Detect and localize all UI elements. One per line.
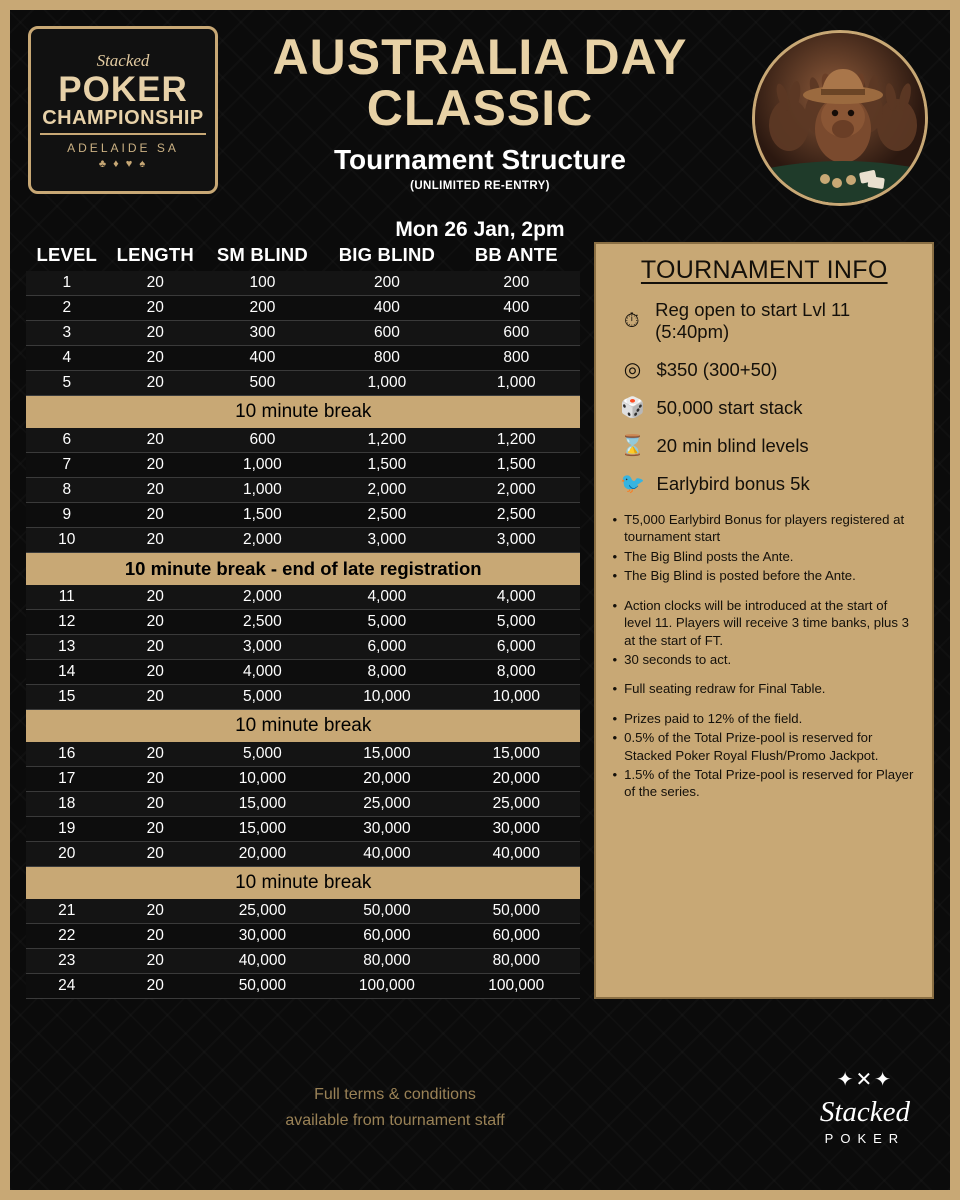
cell-sm: 600 — [203, 428, 322, 453]
cell-level: 11 — [26, 585, 108, 610]
cell-level: 14 — [26, 660, 108, 685]
title-block — [220, 10, 740, 242]
bullet-dot-icon: • — [612, 730, 618, 746]
level-row — [26, 792, 580, 817]
cell-bb: 80,000 — [322, 949, 452, 974]
kangaroo-poker-illustration — [752, 30, 928, 206]
cell-bb: 2,500 — [322, 503, 452, 528]
info-item-label: Reg open to start Lvl 11 (5:40pm) — [655, 299, 851, 342]
level-row — [26, 949, 580, 974]
cell-length: 20 — [108, 899, 204, 924]
cell-ante: 40,000 — [452, 842, 580, 867]
cell-ante: 50,000 — [452, 899, 580, 924]
structure-header-row — [26, 242, 580, 271]
cell-level: 5 — [26, 371, 108, 396]
cell-ante: 600 — [452, 321, 580, 346]
level-row — [26, 974, 580, 999]
cell-bb: 50,000 — [322, 899, 452, 924]
break-label: 10 minute break — [26, 710, 580, 743]
cell-bb: 2,000 — [322, 478, 452, 503]
cell-ante: 2,500 — [452, 503, 580, 528]
cell-sm: 500 — [203, 371, 322, 396]
cell-level: 1 — [26, 271, 108, 296]
chip-dollar-icon: ◎ — [623, 359, 642, 381]
cell-ante: 60,000 — [452, 924, 580, 949]
cell-bb: 3,000 — [322, 528, 452, 553]
cell-sm: 2,000 — [203, 585, 322, 610]
logo-script-text: Stacked — [96, 50, 150, 70]
cell-sm: 400 — [203, 346, 322, 371]
level-row — [26, 585, 580, 610]
cell-level: 7 — [26, 453, 108, 478]
cell-sm: 2,500 — [203, 610, 322, 635]
cell-length: 20 — [108, 742, 204, 767]
bullet-dot-icon: • — [612, 681, 618, 697]
cell-length: 20 — [108, 949, 204, 974]
cell-ante: 100,000 — [452, 974, 580, 999]
cell-length: 20 — [108, 528, 204, 553]
info-bullet-text: Action clocks will be introduced at the start of level 11. Players will receive 3 time banks, plus 3 at the start of FT. — [624, 597, 909, 648]
cell-length: 20 — [108, 685, 204, 710]
info-item-list — [612, 299, 916, 495]
info-bullet-text: The Big Blind posts the Ante. — [624, 548, 794, 564]
tournament-info-panel — [594, 242, 934, 999]
cell-sm: 2,000 — [203, 528, 322, 553]
cell-sm: 1,000 — [203, 453, 322, 478]
cell-level: 23 — [26, 949, 108, 974]
level-row — [26, 610, 580, 635]
cell-ante: 15,000 — [452, 742, 580, 767]
cell-level: 22 — [26, 924, 108, 949]
info-bullet — [612, 680, 916, 697]
cell-sm: 300 — [203, 321, 322, 346]
cell-bb: 10,000 — [322, 685, 452, 710]
cell-bb: 40,000 — [322, 842, 452, 867]
level-row — [26, 346, 580, 371]
info-panel-title: TOURNAMENT INFO — [640, 256, 888, 284]
cell-level: 18 — [26, 792, 108, 817]
chip-stack-icon: 🎲 — [620, 397, 645, 419]
cell-ante: 1,500 — [452, 453, 580, 478]
cell-bb: 60,000 — [322, 924, 452, 949]
col-big-blind: BIG BLIND — [338, 244, 436, 265]
cell-level: 2 — [26, 296, 108, 321]
cell-length: 20 — [108, 346, 204, 371]
level-row — [26, 503, 580, 528]
cell-length: 20 — [108, 428, 204, 453]
level-row — [26, 453, 580, 478]
cell-ante: 3,000 — [452, 528, 580, 553]
cell-bb: 8,000 — [322, 660, 452, 685]
col-level: LEVEL — [36, 244, 98, 265]
cell-length: 20 — [108, 585, 204, 610]
cell-sm: 4,000 — [203, 660, 322, 685]
info-bullet — [612, 710, 916, 727]
info-item-label: 50,000 start stack — [656, 397, 803, 418]
cell-bb: 20,000 — [322, 767, 452, 792]
cell-bb: 600 — [322, 321, 452, 346]
info-bullet-text: 0.5% of the Total Prize-pool is reserved for Stacked Poker Royal Flush/Promo Jackpot. — [624, 730, 879, 763]
info-bullet — [612, 511, 916, 546]
blind-structure-table — [26, 242, 580, 999]
cell-bb: 15,000 — [322, 742, 452, 767]
info-bullet-group — [612, 511, 916, 585]
cell-length: 20 — [108, 974, 204, 999]
cell-sm: 200 — [203, 296, 322, 321]
cell-level: 24 — [26, 974, 108, 999]
info-bullet — [612, 651, 916, 668]
cell-length: 20 — [108, 296, 204, 321]
cell-length: 20 — [108, 371, 204, 396]
terms-line-1: Full terms & conditions — [314, 1086, 476, 1103]
cell-sm: 5,000 — [203, 742, 322, 767]
info-bullet-text: T5,000 Earlybird Bonus for players registered at tournament start — [624, 512, 905, 545]
bullet-dot-icon: • — [612, 568, 618, 584]
level-row — [26, 742, 580, 767]
cell-level: 13 — [26, 635, 108, 660]
bullet-dot-icon: • — [612, 548, 618, 564]
level-row — [26, 371, 580, 396]
col-small-blind: SM BLIND — [216, 244, 308, 265]
cell-level: 3 — [26, 321, 108, 346]
cell-ante: 400 — [452, 296, 580, 321]
cell-sm: 3,000 — [203, 635, 322, 660]
poster-footer — [10, 1042, 950, 1190]
info-bullet — [612, 766, 916, 801]
info-item — [618, 397, 916, 419]
info-bullet-group — [612, 680, 916, 697]
cell-length: 20 — [108, 610, 204, 635]
info-bullet-group — [612, 710, 916, 801]
break-label: 10 minute break — [26, 867, 580, 900]
cell-sm: 1,000 — [203, 478, 322, 503]
cell-ante: 20,000 — [452, 767, 580, 792]
cell-length: 20 — [108, 792, 204, 817]
bullet-dot-icon: • — [612, 710, 618, 726]
bullet-dot-icon: • — [612, 767, 618, 783]
cell-level: 17 — [26, 767, 108, 792]
info-item-label: Earlybird bonus 5k — [656, 473, 810, 494]
cell-level: 12 — [26, 610, 108, 635]
cell-bb: 100,000 — [322, 974, 452, 999]
break-row — [26, 553, 580, 586]
level-row — [26, 767, 580, 792]
cell-sm: 15,000 — [203, 817, 322, 842]
footer-logo-mark-icon: ✦✕✦ — [836, 1069, 894, 1091]
cell-sm: 10,000 — [203, 767, 322, 792]
logo-poker-text: POKER — [58, 69, 188, 109]
cell-sm: 1,500 — [203, 503, 322, 528]
terms-text — [10, 1082, 950, 1133]
cell-ante: 6,000 — [452, 635, 580, 660]
event-logo-badge — [28, 26, 218, 194]
break-label: 10 minute break - end of late registration — [26, 553, 580, 586]
cell-length: 20 — [108, 321, 204, 346]
level-row — [26, 660, 580, 685]
level-row — [26, 428, 580, 453]
cell-ante: 30,000 — [452, 817, 580, 842]
cell-ante: 800 — [452, 346, 580, 371]
level-row — [26, 528, 580, 553]
cell-bb: 200 — [322, 271, 452, 296]
poster-background — [10, 10, 950, 1190]
info-bullet-text: Prizes paid to 12% of the field. — [624, 710, 803, 726]
re-entry-note: (UNLIMITED RE-ENTRY) — [410, 180, 550, 192]
structure-section — [26, 242, 580, 999]
cell-level: 16 — [26, 742, 108, 767]
event-date: Mon 26 Jan, 2pm — [395, 218, 565, 241]
poster-main — [10, 242, 950, 999]
level-row — [26, 899, 580, 924]
cell-bb: 30,000 — [322, 817, 452, 842]
cell-level: 10 — [26, 528, 108, 553]
info-item — [618, 359, 916, 381]
logo-location-text: ADELAIDE SA — [67, 140, 179, 155]
cell-bb: 800 — [322, 346, 452, 371]
bullet-dot-icon: • — [612, 512, 618, 527]
cell-level: 20 — [26, 842, 108, 867]
cell-ante: 10,000 — [452, 685, 580, 710]
logo-championship-text: CHAMPIONSHIP — [40, 107, 205, 135]
break-label: 10 minute break — [26, 396, 580, 429]
cell-level: 4 — [26, 346, 108, 371]
cell-sm: 30,000 — [203, 924, 322, 949]
cell-length: 20 — [108, 503, 204, 528]
structure-table-body — [26, 271, 580, 999]
early-bird-icon: 🐦 — [620, 473, 645, 495]
structure-table-head — [26, 242, 580, 271]
cell-level: 15 — [26, 685, 108, 710]
level-row — [26, 635, 580, 660]
cell-bb: 5,000 — [322, 610, 452, 635]
level-row — [26, 685, 580, 710]
cell-bb: 25,000 — [322, 792, 452, 817]
info-bullet-text: 1.5% of the Total Prize-pool is reserved for Player of the series. — [624, 767, 914, 800]
cell-sm: 40,000 — [203, 949, 322, 974]
info-item — [618, 473, 916, 495]
cell-bb: 6,000 — [322, 635, 452, 660]
cell-length: 20 — [108, 453, 204, 478]
cell-level: 6 — [26, 428, 108, 453]
cell-sm: 5,000 — [203, 685, 322, 710]
cell-length: 20 — [108, 271, 204, 296]
cell-level: 19 — [26, 817, 108, 842]
kangaroo-artwork-icon — [755, 33, 928, 206]
event-title-line1: AUSTRALIA DAY — [272, 29, 688, 85]
terms-line-2: available from tournament staff — [285, 1111, 505, 1129]
bullet-dot-icon: • — [612, 651, 618, 667]
info-bullet — [612, 729, 916, 764]
cell-ante: 25,000 — [452, 792, 580, 817]
cell-bb: 1,500 — [322, 453, 452, 478]
cell-length: 20 — [108, 478, 204, 503]
cell-sm: 100 — [203, 271, 322, 296]
hourglass-icon: ⌛ — [620, 435, 645, 457]
cell-bb: 1,000 — [322, 371, 452, 396]
cell-length: 20 — [108, 817, 204, 842]
info-bullet-text: Full seating redraw for Final Table. — [624, 681, 826, 697]
card-suits-icon: ♣ ♦ ♥ ♠ — [98, 157, 148, 170]
cell-length: 20 — [108, 660, 204, 685]
footer-brand-logo — [820, 1070, 910, 1146]
info-item — [618, 435, 916, 457]
bullet-dot-icon: • — [612, 597, 618, 613]
info-bullet — [612, 548, 916, 565]
info-item-label: $350 (300+50) — [656, 359, 778, 380]
cell-length: 20 — [108, 767, 204, 792]
cell-sm: 15,000 — [203, 792, 322, 817]
cell-bb: 1,200 — [322, 428, 452, 453]
cell-ante: 80,000 — [452, 949, 580, 974]
level-row — [26, 924, 580, 949]
cell-bb: 400 — [322, 296, 452, 321]
level-row — [26, 271, 580, 296]
info-bullet — [612, 597, 916, 649]
cell-ante: 1,000 — [452, 371, 580, 396]
info-item-label: 20 min blind levels — [656, 435, 809, 456]
info-bullet-text: 30 seconds to act. — [624, 651, 732, 667]
stopwatch-icon: ⏱ — [624, 310, 640, 332]
cell-sm: 20,000 — [203, 842, 322, 867]
cell-sm: 25,000 — [203, 899, 322, 924]
footer-logo-script: Stacked — [819, 1096, 910, 1128]
cell-sm: 50,000 — [203, 974, 322, 999]
cell-ante: 200 — [452, 271, 580, 296]
break-row — [26, 710, 580, 743]
level-row — [26, 296, 580, 321]
level-row — [26, 817, 580, 842]
info-bullet-group — [612, 597, 916, 669]
cell-level: 9 — [26, 503, 108, 528]
break-row — [26, 867, 580, 900]
cell-length: 20 — [108, 842, 204, 867]
info-bullet-text: The Big Blind is posted before the Ante. — [624, 568, 856, 584]
break-row — [26, 396, 580, 429]
level-row — [26, 478, 580, 503]
cell-ante: 2,000 — [452, 478, 580, 503]
poster-header — [10, 10, 950, 242]
info-bullet-list — [612, 511, 916, 801]
info-item — [618, 299, 916, 343]
cell-length: 20 — [108, 924, 204, 949]
cell-bb: 4,000 — [322, 585, 452, 610]
cell-length: 20 — [108, 635, 204, 660]
cell-ante: 4,000 — [452, 585, 580, 610]
cell-ante: 5,000 — [452, 610, 580, 635]
footer-logo-poker: POKER — [824, 1131, 906, 1146]
cell-ante: 8,000 — [452, 660, 580, 685]
level-row — [26, 842, 580, 867]
event-subtitle: Tournament Structure — [334, 144, 626, 175]
level-row — [26, 321, 580, 346]
col-length: LENGTH — [116, 244, 194, 265]
event-title-line2: CLASSIC — [366, 80, 594, 136]
cell-level: 8 — [26, 478, 108, 503]
info-bullet — [612, 567, 916, 584]
cell-level: 21 — [26, 899, 108, 924]
cell-ante: 1,200 — [452, 428, 580, 453]
col-bb-ante: BB ANTE — [474, 244, 558, 265]
